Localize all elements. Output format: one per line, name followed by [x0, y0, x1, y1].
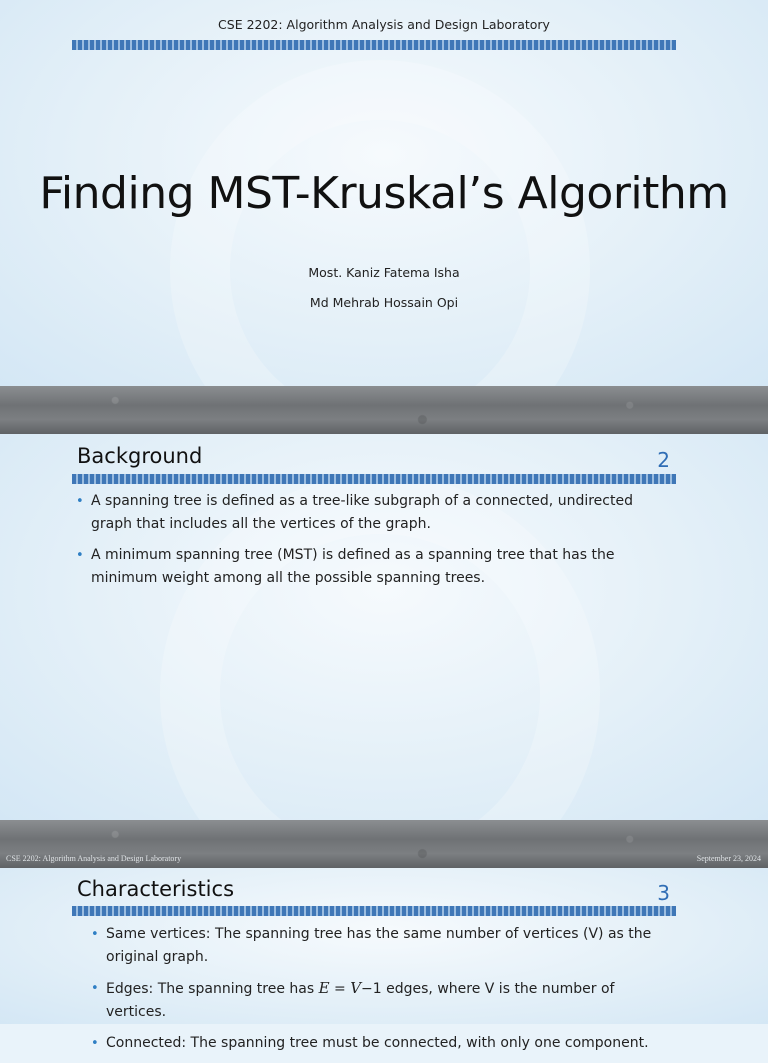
footer-date: September 23, 2024 [696, 854, 761, 863]
bullet-item: • Same vertices: The spanning tree has the same number of vertices (V) as the original graph. [106, 923, 676, 969]
bullet-text: −1 edges, where V is the number of vertices. [106, 981, 615, 1020]
bullet-text: Edges: The spanning tree has [106, 981, 319, 997]
title-stripe [72, 474, 676, 484]
slide-divider-band [0, 386, 768, 434]
slide-number: 2 [657, 448, 670, 472]
slide-footer-band [0, 820, 768, 868]
title-stripe [72, 906, 676, 916]
footer-course: CSE 2202: Algorithm Analysis and Design Laboratory [6, 854, 182, 863]
math-v: V [350, 979, 362, 997]
course-header: CSE 2202: Algorithm Analysis and Design Laboratory [218, 17, 550, 32]
header-stripe [72, 40, 676, 50]
bullet-item: • A spanning tree is defined as a tree-like subgraph of a connected, undirected graph that includes all the vertices of the graph. [91, 490, 676, 536]
characteristics-slide [0, 868, 768, 1051]
bullet-item [106, 977, 676, 1024]
author-2: Md Mehrab Hossain Opi [309, 295, 459, 310]
title-slide [0, 0, 768, 386]
math-equals: = [329, 981, 351, 997]
bullet-list [106, 923, 676, 1063]
slide-title: Characteristics [77, 877, 235, 901]
bullet-item: • A minimum spanning tree (MST) is defined as a spanning tree that has the minimum weight among all the possible spanning trees. [91, 544, 676, 590]
slide-number: 3 [657, 881, 670, 905]
bullet-list [91, 490, 676, 598]
presentation-title: Finding MST-Kruskal’s Algorithm [39, 168, 729, 219]
math-e: E [318, 979, 330, 997]
author-1: Most. Kaniz Fatema Isha [308, 265, 460, 280]
bullet-item: • Connected: The spanning tree must be connected, with only one component. [106, 1032, 676, 1055]
background-slide [0, 434, 768, 820]
slide-title: Background [77, 444, 203, 468]
